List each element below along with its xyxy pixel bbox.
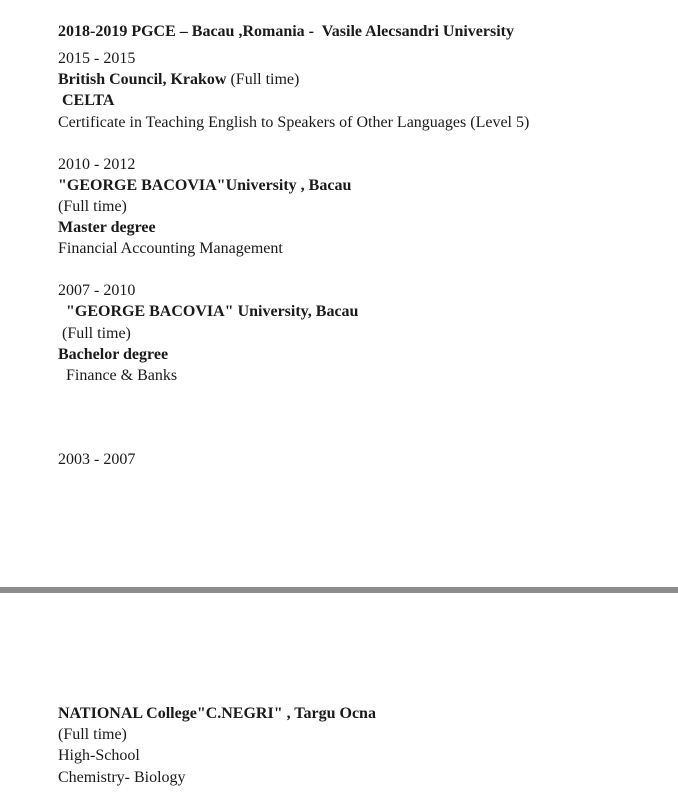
header-line: 2018-2019 PGCE – Bacau ,Romania - Vasile Alecsandri University — [58, 23, 515, 40]
entry-institution-line — [58, 70, 299, 90]
entry-dates: 2007 - 2010 — [58, 282, 136, 299]
entry-subject: Finance & Banks — [58, 367, 178, 384]
entry-institution: NATIONAL College"C.NEGRI" , Targu Ocna — [58, 705, 376, 722]
entry-institution: British Council, Krakow — [58, 71, 227, 88]
entry-subject: Chemistry- Biology — [58, 769, 186, 786]
entry-qualification: High-School — [58, 747, 140, 764]
entry-mode: (Full time) — [58, 726, 127, 743]
entry-institution: "GEORGE BACOVIA"University , Bacau — [58, 177, 352, 194]
entry-mode: (Full time) — [58, 325, 131, 342]
entry-mode: (Full time) — [226, 71, 300, 88]
entry-subject: Certificate in Teaching English to Speakers of Other Languages (Level 5) — [58, 114, 530, 131]
entry-qualification: Bachelor degree — [58, 346, 169, 363]
entry-dates: 2010 - 2012 — [58, 156, 136, 173]
entry-subject: Financial Accounting Management — [58, 240, 283, 257]
entry-dates: 2003 - 2007 — [58, 451, 136, 468]
entry-dates: 2015 - 2015 — [58, 50, 136, 67]
entry-institution: "GEORGE BACOVIA" University, Bacau — [58, 303, 359, 320]
page-break-divider — [0, 587, 678, 593]
entry-qualification: Master degree — [58, 219, 156, 236]
entry-qualification: CELTA — [58, 92, 115, 109]
entry-mode: (Full time) — [58, 198, 127, 215]
